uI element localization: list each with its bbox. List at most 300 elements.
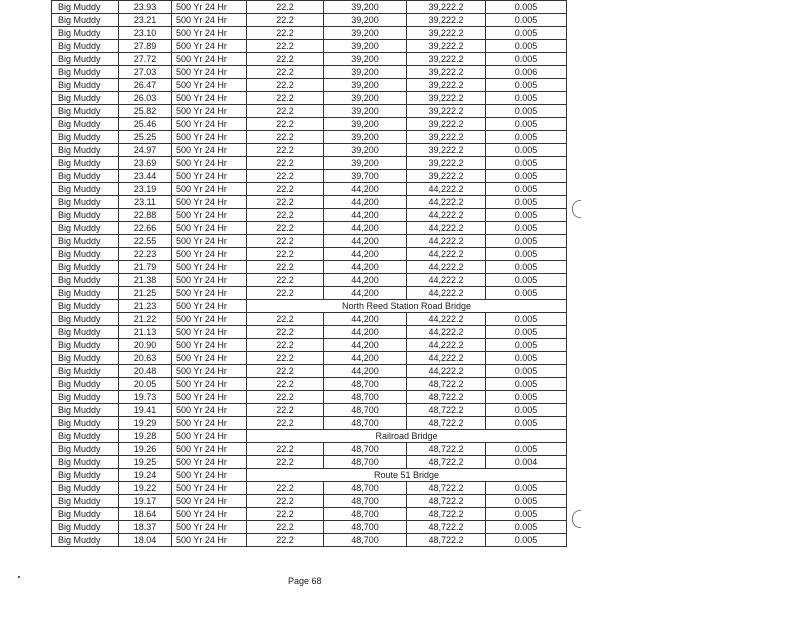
flow-cell: 48,700 bbox=[324, 417, 407, 430]
slope-cell: 0.005 bbox=[486, 235, 567, 248]
flow-total-cell: 44,222.2 bbox=[407, 261, 486, 274]
flow-cell: 39,200 bbox=[324, 14, 407, 27]
station-cell: 25.82 bbox=[119, 105, 172, 118]
flow-cell: 48,700 bbox=[324, 456, 407, 469]
slope-cell: 0.005 bbox=[486, 27, 567, 40]
flow-cell: 48,700 bbox=[324, 521, 407, 534]
station-cell: 19.41 bbox=[119, 404, 172, 417]
flow-cell: 48,700 bbox=[324, 534, 407, 547]
value-cell: 22.2 bbox=[247, 508, 324, 521]
table-row bbox=[52, 521, 567, 534]
station-cell: 20.05 bbox=[119, 378, 172, 391]
event-cell: 500 Yr 24 Hr bbox=[172, 248, 247, 261]
flow-total-cell: 44,222.2 bbox=[407, 222, 486, 235]
value-cell: 22.2 bbox=[247, 92, 324, 105]
event-cell: 500 Yr 24 Hr bbox=[172, 534, 247, 547]
table-row bbox=[52, 157, 567, 170]
slope-cell: 0.005 bbox=[486, 495, 567, 508]
station-cell: 20.48 bbox=[119, 365, 172, 378]
river-cell: Big Muddy bbox=[52, 222, 119, 235]
station-cell: 21.79 bbox=[119, 261, 172, 274]
station-cell: 20.90 bbox=[119, 339, 172, 352]
value-cell: 22.2 bbox=[247, 40, 324, 53]
value-cell: 22.2 bbox=[247, 326, 324, 339]
flow-cell: 48,700 bbox=[324, 404, 407, 417]
event-cell: 500 Yr 24 Hr bbox=[172, 170, 247, 183]
slope-cell: 0.005 bbox=[486, 417, 567, 430]
flow-total-cell: 39,222.2 bbox=[407, 40, 486, 53]
table-row bbox=[52, 131, 567, 144]
flow-cell: 44,200 bbox=[324, 196, 407, 209]
value-cell: 22.2 bbox=[247, 495, 324, 508]
flow-cell: 44,200 bbox=[324, 352, 407, 365]
table-row bbox=[52, 534, 567, 547]
slope-cell: 0.005 bbox=[486, 274, 567, 287]
flow-cell: 44,200 bbox=[324, 235, 407, 248]
flow-total-cell: 44,222.2 bbox=[407, 196, 486, 209]
flow-total-cell: 48,722.2 bbox=[407, 495, 486, 508]
slope-cell: 0.005 bbox=[486, 443, 567, 456]
value-cell: 22.2 bbox=[247, 391, 324, 404]
flow-cell: 39,200 bbox=[324, 66, 407, 79]
table-row bbox=[52, 1, 567, 14]
flow-cell: 39,200 bbox=[324, 118, 407, 131]
value-cell: 22.2 bbox=[247, 170, 324, 183]
slope-cell: 0.005 bbox=[486, 378, 567, 391]
river-cell: Big Muddy bbox=[52, 404, 119, 417]
flow-cell: 39,200 bbox=[324, 40, 407, 53]
value-cell: 22.2 bbox=[247, 378, 324, 391]
slope-cell: 0.006 bbox=[486, 66, 567, 79]
slope-cell: 0.005 bbox=[486, 40, 567, 53]
slope-cell: 0.005 bbox=[486, 508, 567, 521]
station-cell: 26.03 bbox=[119, 92, 172, 105]
station-cell: 23.69 bbox=[119, 157, 172, 170]
river-cell: Big Muddy bbox=[52, 326, 119, 339]
flow-cell: 44,200 bbox=[324, 261, 407, 274]
table-row bbox=[52, 261, 567, 274]
value-cell: 22.2 bbox=[247, 339, 324, 352]
slope-cell: 0.005 bbox=[486, 209, 567, 222]
table-row bbox=[52, 352, 567, 365]
flow-total-cell: 39,222.2 bbox=[407, 1, 486, 14]
value-cell: 22.2 bbox=[247, 456, 324, 469]
slope-cell: 0.005 bbox=[486, 1, 567, 14]
river-cell: Big Muddy bbox=[52, 313, 119, 326]
event-cell: 500 Yr 24 Hr bbox=[172, 183, 247, 196]
table-row bbox=[52, 339, 567, 352]
flow-cell: 48,700 bbox=[324, 482, 407, 495]
value-cell: 22.2 bbox=[247, 131, 324, 144]
data-table bbox=[51, 0, 567, 547]
table-row bbox=[52, 196, 567, 209]
value-cell: 22.2 bbox=[247, 443, 324, 456]
river-cell: Big Muddy bbox=[52, 79, 119, 92]
table-row bbox=[52, 417, 567, 430]
slope-cell: 0.005 bbox=[486, 118, 567, 131]
table-row bbox=[52, 248, 567, 261]
event-cell: 500 Yr 24 Hr bbox=[172, 313, 247, 326]
value-cell: 22.2 bbox=[247, 196, 324, 209]
river-cell: Big Muddy bbox=[52, 430, 119, 443]
flow-cell: 39,200 bbox=[324, 53, 407, 66]
slope-cell: 0.005 bbox=[486, 157, 567, 170]
flow-cell: 39,200 bbox=[324, 27, 407, 40]
event-cell: 500 Yr 24 Hr bbox=[172, 352, 247, 365]
value-cell: 22.2 bbox=[247, 222, 324, 235]
table-row bbox=[52, 274, 567, 287]
flow-cell: 44,200 bbox=[324, 183, 407, 196]
flow-total-cell: 48,722.2 bbox=[407, 443, 486, 456]
station-cell: 27.89 bbox=[119, 40, 172, 53]
value-cell: 22.2 bbox=[247, 235, 324, 248]
value-cell: 22.2 bbox=[247, 66, 324, 79]
river-cell: Big Muddy bbox=[52, 443, 119, 456]
flow-total-cell: 44,222.2 bbox=[407, 209, 486, 222]
slope-cell: 0.005 bbox=[486, 287, 567, 300]
flow-total-cell: 39,222.2 bbox=[407, 79, 486, 92]
river-cell: Big Muddy bbox=[52, 274, 119, 287]
flow-cell: 44,200 bbox=[324, 222, 407, 235]
river-cell: Big Muddy bbox=[52, 534, 119, 547]
value-cell: 22.2 bbox=[247, 365, 324, 378]
slope-cell: 0.005 bbox=[486, 53, 567, 66]
event-cell: 500 Yr 24 Hr bbox=[172, 261, 247, 274]
station-cell: 23.21 bbox=[119, 14, 172, 27]
event-cell: 500 Yr 24 Hr bbox=[172, 196, 247, 209]
station-cell: 19.73 bbox=[119, 391, 172, 404]
flow-cell: 39,700 bbox=[324, 170, 407, 183]
slope-cell: 0.005 bbox=[486, 105, 567, 118]
flow-total-cell: 48,722.2 bbox=[407, 391, 486, 404]
slope-cell: 0.005 bbox=[486, 196, 567, 209]
flow-total-cell: 44,222.2 bbox=[407, 326, 486, 339]
slope-cell: 0.005 bbox=[486, 326, 567, 339]
station-cell: 26.47 bbox=[119, 79, 172, 92]
value-cell: 22.2 bbox=[247, 287, 324, 300]
slope-cell: 0.005 bbox=[486, 313, 567, 326]
value-cell: 22.2 bbox=[247, 404, 324, 417]
value-cell: 22.2 bbox=[247, 274, 324, 287]
flow-cell: 44,200 bbox=[324, 339, 407, 352]
value-cell: 22.2 bbox=[247, 144, 324, 157]
flow-total-cell: 48,722.2 bbox=[407, 482, 486, 495]
station-cell: 21.13 bbox=[119, 326, 172, 339]
flow-total-cell: 48,722.2 bbox=[407, 534, 486, 547]
page-number: Page 68 bbox=[288, 576, 322, 586]
table-row bbox=[52, 443, 567, 456]
station-cell: 23.93 bbox=[119, 1, 172, 14]
table-row bbox=[52, 105, 567, 118]
table-row bbox=[52, 378, 567, 391]
punch-hole-mark bbox=[572, 200, 581, 218]
value-cell: 22.2 bbox=[247, 1, 324, 14]
flow-cell: 39,200 bbox=[324, 92, 407, 105]
river-cell: Big Muddy bbox=[52, 456, 119, 469]
flow-cell: 48,700 bbox=[324, 378, 407, 391]
slope-cell: 0.005 bbox=[486, 79, 567, 92]
value-cell: 22.2 bbox=[247, 209, 324, 222]
flow-total-cell: 44,222.2 bbox=[407, 352, 486, 365]
flow-total-cell: 39,222.2 bbox=[407, 157, 486, 170]
value-cell: 22.2 bbox=[247, 352, 324, 365]
value-cell: 22.2 bbox=[247, 105, 324, 118]
river-cell: Big Muddy bbox=[52, 27, 119, 40]
station-cell: 22.88 bbox=[119, 209, 172, 222]
river-cell: Big Muddy bbox=[52, 131, 119, 144]
station-cell: 24.97 bbox=[119, 144, 172, 157]
flow-cell: 39,200 bbox=[324, 105, 407, 118]
flow-cell: 48,700 bbox=[324, 443, 407, 456]
flow-cell: 48,700 bbox=[324, 495, 407, 508]
station-cell: 25.25 bbox=[119, 131, 172, 144]
river-cell: Big Muddy bbox=[52, 339, 119, 352]
value-cell: 22.2 bbox=[247, 53, 324, 66]
event-cell: 500 Yr 24 Hr bbox=[172, 430, 247, 443]
flow-cell: 39,200 bbox=[324, 79, 407, 92]
event-cell: 500 Yr 24 Hr bbox=[172, 66, 247, 79]
table-row bbox=[52, 40, 567, 53]
table-row bbox=[52, 66, 567, 79]
slope-cell: 0.005 bbox=[486, 92, 567, 105]
flow-cell: 44,200 bbox=[324, 248, 407, 261]
flow-cell: 39,200 bbox=[324, 1, 407, 14]
table-row bbox=[52, 53, 567, 66]
flow-total-cell: 48,722.2 bbox=[407, 378, 486, 391]
event-cell: 500 Yr 24 Hr bbox=[172, 144, 247, 157]
river-cell: Big Muddy bbox=[52, 521, 119, 534]
station-cell: 27.72 bbox=[119, 53, 172, 66]
flow-cell: 44,200 bbox=[324, 326, 407, 339]
flow-total-cell: 44,222.2 bbox=[407, 235, 486, 248]
station-cell: 19.26 bbox=[119, 443, 172, 456]
flow-cell: 44,200 bbox=[324, 274, 407, 287]
table-row bbox=[52, 469, 567, 482]
bridge-note-cell: Railroad Bridge bbox=[247, 430, 567, 443]
flow-total-cell: 39,222.2 bbox=[407, 66, 486, 79]
table-row bbox=[52, 404, 567, 417]
table-row bbox=[52, 118, 567, 131]
event-cell: 500 Yr 24 Hr bbox=[172, 235, 247, 248]
river-cell: Big Muddy bbox=[52, 157, 119, 170]
flow-total-cell: 39,222.2 bbox=[407, 53, 486, 66]
event-cell: 500 Yr 24 Hr bbox=[172, 469, 247, 482]
flow-total-cell: 39,222.2 bbox=[407, 144, 486, 157]
river-cell: Big Muddy bbox=[52, 391, 119, 404]
river-cell: Big Muddy bbox=[52, 508, 119, 521]
value-cell: 22.2 bbox=[247, 183, 324, 196]
river-cell: Big Muddy bbox=[52, 183, 119, 196]
value-cell: 22.2 bbox=[247, 14, 324, 27]
flow-total-cell: 44,222.2 bbox=[407, 313, 486, 326]
river-cell: Big Muddy bbox=[52, 14, 119, 27]
flow-cell: 39,200 bbox=[324, 131, 407, 144]
flow-cell: 39,200 bbox=[324, 144, 407, 157]
event-cell: 500 Yr 24 Hr bbox=[172, 339, 247, 352]
river-cell: Big Muddy bbox=[52, 469, 119, 482]
event-cell: 500 Yr 24 Hr bbox=[172, 131, 247, 144]
event-cell: 500 Yr 24 Hr bbox=[172, 222, 247, 235]
slope-cell: 0.005 bbox=[486, 404, 567, 417]
value-cell: 22.2 bbox=[247, 248, 324, 261]
value-cell: 22.2 bbox=[247, 118, 324, 131]
event-cell: 500 Yr 24 Hr bbox=[172, 443, 247, 456]
table-row bbox=[52, 313, 567, 326]
table-row bbox=[52, 222, 567, 235]
flow-total-cell: 48,722.2 bbox=[407, 417, 486, 430]
river-cell: Big Muddy bbox=[52, 495, 119, 508]
flow-total-cell: 48,722.2 bbox=[407, 521, 486, 534]
event-cell: 500 Yr 24 Hr bbox=[172, 495, 247, 508]
station-cell: 18.64 bbox=[119, 508, 172, 521]
value-cell: 22.2 bbox=[247, 313, 324, 326]
table-row bbox=[52, 27, 567, 40]
river-cell: Big Muddy bbox=[52, 300, 119, 313]
event-cell: 500 Yr 24 Hr bbox=[172, 209, 247, 222]
slope-cell: 0.005 bbox=[486, 521, 567, 534]
table-row bbox=[52, 456, 567, 469]
flow-total-cell: 44,222.2 bbox=[407, 365, 486, 378]
station-cell: 22.55 bbox=[119, 235, 172, 248]
table-row bbox=[52, 235, 567, 248]
flow-total-cell: 39,222.2 bbox=[407, 105, 486, 118]
event-cell: 500 Yr 24 Hr bbox=[172, 27, 247, 40]
river-cell: Big Muddy bbox=[52, 105, 119, 118]
river-cell: Big Muddy bbox=[52, 1, 119, 14]
event-cell: 500 Yr 24 Hr bbox=[172, 300, 247, 313]
slope-cell: 0.005 bbox=[486, 144, 567, 157]
station-cell: 19.24 bbox=[119, 469, 172, 482]
value-cell: 22.2 bbox=[247, 261, 324, 274]
station-cell: 22.66 bbox=[119, 222, 172, 235]
slope-cell: 0.005 bbox=[486, 14, 567, 27]
slope-cell: 0.005 bbox=[486, 248, 567, 261]
station-cell: 21.38 bbox=[119, 274, 172, 287]
river-cell: Big Muddy bbox=[52, 92, 119, 105]
river-cell: Big Muddy bbox=[52, 287, 119, 300]
event-cell: 500 Yr 24 Hr bbox=[172, 404, 247, 417]
slope-cell: 0.005 bbox=[486, 222, 567, 235]
table-row bbox=[52, 183, 567, 196]
table-body bbox=[52, 1, 567, 547]
event-cell: 500 Yr 24 Hr bbox=[172, 391, 247, 404]
event-cell: 500 Yr 24 Hr bbox=[172, 482, 247, 495]
value-cell: 22.2 bbox=[247, 27, 324, 40]
station-cell: 23.10 bbox=[119, 27, 172, 40]
bridge-note-cell: Route 51 Bridge bbox=[247, 469, 567, 482]
event-cell: 500 Yr 24 Hr bbox=[172, 79, 247, 92]
table-row bbox=[52, 482, 567, 495]
table-row bbox=[52, 144, 567, 157]
station-cell: 27.03 bbox=[119, 66, 172, 79]
event-cell: 500 Yr 24 Hr bbox=[172, 14, 247, 27]
table-row bbox=[52, 209, 567, 222]
flow-total-cell: 39,222.2 bbox=[407, 170, 486, 183]
event-cell: 500 Yr 24 Hr bbox=[172, 508, 247, 521]
event-cell: 500 Yr 24 Hr bbox=[172, 287, 247, 300]
event-cell: 500 Yr 24 Hr bbox=[172, 105, 247, 118]
river-cell: Big Muddy bbox=[52, 365, 119, 378]
station-cell: 23.11 bbox=[119, 196, 172, 209]
station-cell: 21.25 bbox=[119, 287, 172, 300]
river-cell: Big Muddy bbox=[52, 40, 119, 53]
flow-total-cell: 39,222.2 bbox=[407, 118, 486, 131]
slope-cell: 0.005 bbox=[486, 170, 567, 183]
river-cell: Big Muddy bbox=[52, 378, 119, 391]
slope-cell: 0.005 bbox=[486, 261, 567, 274]
table-row bbox=[52, 287, 567, 300]
slope-cell: 0.005 bbox=[486, 534, 567, 547]
flow-total-cell: 44,222.2 bbox=[407, 183, 486, 196]
value-cell: 22.2 bbox=[247, 79, 324, 92]
event-cell: 500 Yr 24 Hr bbox=[172, 365, 247, 378]
event-cell: 500 Yr 24 Hr bbox=[172, 417, 247, 430]
station-cell: 23.44 bbox=[119, 170, 172, 183]
table-row bbox=[52, 365, 567, 378]
event-cell: 500 Yr 24 Hr bbox=[172, 157, 247, 170]
table-row bbox=[52, 326, 567, 339]
slope-cell: 0.005 bbox=[486, 391, 567, 404]
river-cell: Big Muddy bbox=[52, 248, 119, 261]
slope-cell: 0.005 bbox=[486, 131, 567, 144]
table-row bbox=[52, 508, 567, 521]
station-cell: 21.22 bbox=[119, 313, 172, 326]
station-cell: 19.22 bbox=[119, 482, 172, 495]
event-cell: 500 Yr 24 Hr bbox=[172, 40, 247, 53]
table-row bbox=[52, 495, 567, 508]
slope-cell: 0.005 bbox=[486, 339, 567, 352]
table-row bbox=[52, 391, 567, 404]
river-cell: Big Muddy bbox=[52, 144, 119, 157]
flow-total-cell: 48,722.2 bbox=[407, 404, 486, 417]
flow-total-cell: 39,222.2 bbox=[407, 131, 486, 144]
flow-total-cell: 44,222.2 bbox=[407, 287, 486, 300]
flow-total-cell: 39,222.2 bbox=[407, 14, 486, 27]
slope-cell: 0.005 bbox=[486, 183, 567, 196]
value-cell: 22.2 bbox=[247, 534, 324, 547]
river-cell: Big Muddy bbox=[52, 53, 119, 66]
event-cell: 500 Yr 24 Hr bbox=[172, 274, 247, 287]
flow-cell: 48,700 bbox=[324, 508, 407, 521]
station-cell: 19.17 bbox=[119, 495, 172, 508]
event-cell: 500 Yr 24 Hr bbox=[172, 521, 247, 534]
station-cell: 19.25 bbox=[119, 456, 172, 469]
event-cell: 500 Yr 24 Hr bbox=[172, 326, 247, 339]
event-cell: 500 Yr 24 Hr bbox=[172, 53, 247, 66]
bridge-note-cell: North Reed Station Road Bridge bbox=[247, 300, 567, 313]
punch-hole-mark bbox=[572, 510, 581, 528]
flow-total-cell: 39,222.2 bbox=[407, 27, 486, 40]
flow-cell: 39,200 bbox=[324, 157, 407, 170]
flow-cell: 44,200 bbox=[324, 365, 407, 378]
table-row bbox=[52, 300, 567, 313]
station-cell: 21.23 bbox=[119, 300, 172, 313]
river-cell: Big Muddy bbox=[52, 196, 119, 209]
flow-total-cell: 44,222.2 bbox=[407, 339, 486, 352]
station-cell: 23.19 bbox=[119, 183, 172, 196]
event-cell: 500 Yr 24 Hr bbox=[172, 456, 247, 469]
value-cell: 22.2 bbox=[247, 417, 324, 430]
event-cell: 500 Yr 24 Hr bbox=[172, 118, 247, 131]
station-cell: 19.28 bbox=[119, 430, 172, 443]
river-cell: Big Muddy bbox=[52, 235, 119, 248]
station-cell: 19.29 bbox=[119, 417, 172, 430]
table-row bbox=[52, 14, 567, 27]
event-cell: 500 Yr 24 Hr bbox=[172, 378, 247, 391]
event-cell: 500 Yr 24 Hr bbox=[172, 92, 247, 105]
river-cell: Big Muddy bbox=[52, 417, 119, 430]
value-cell: 22.2 bbox=[247, 521, 324, 534]
